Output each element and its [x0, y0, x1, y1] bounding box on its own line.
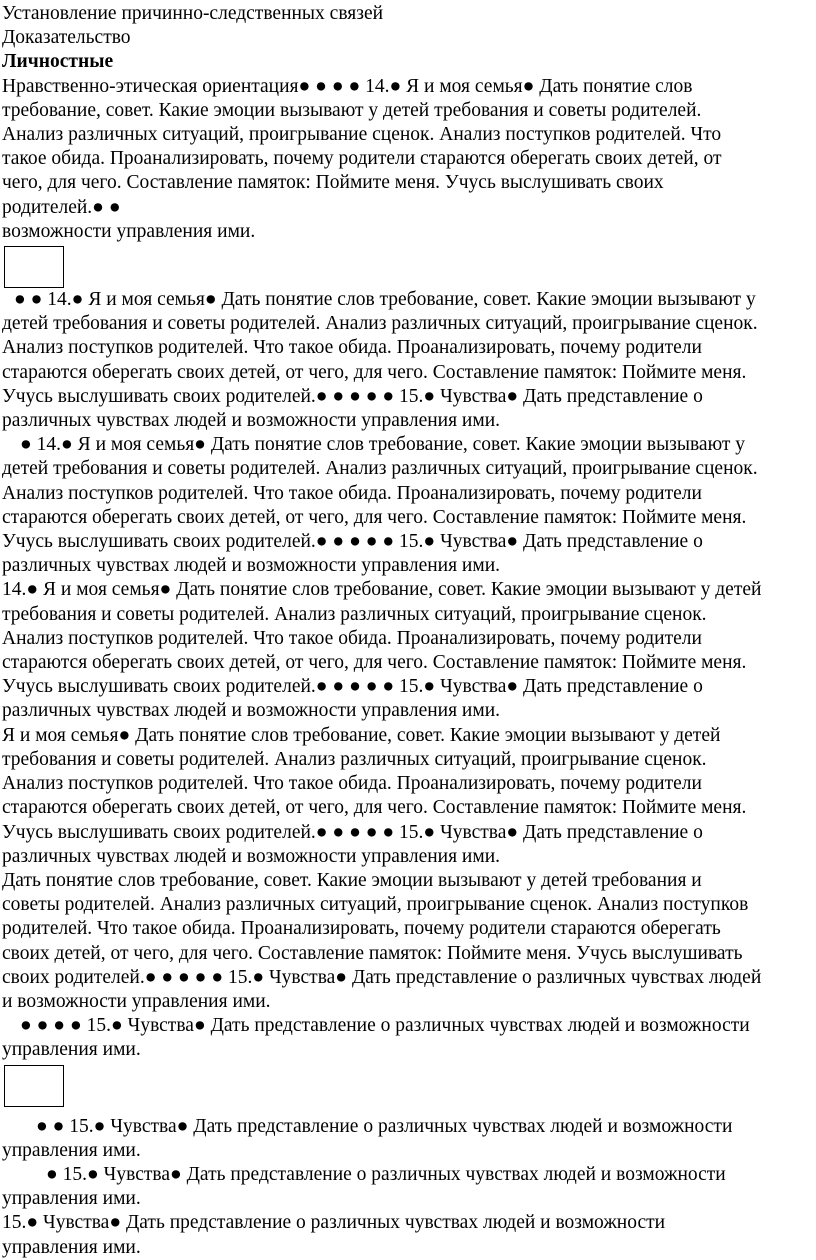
text-line: различных чувствах людей и возможности управления ими.: [2, 410, 501, 432]
text-line: 14.● Я и моя семья● Дать понятие слов требование, совет. Какие эмоции вызывают у детей: [2, 579, 762, 601]
paragraph-7-cont: [2, 1038, 816, 1062]
text-line: детей требования и советы родителей. Анализ различных ситуаций, проигрывание сценок.: [2, 313, 758, 335]
text-line: Учусь выслушивать своих родителей.● ● ● ● ● 15.● Чувства● Дать представление о: [2, 821, 703, 843]
text-line: Анализ поступков родителей. Что такое обида. Проанализировать, почему родители: [2, 627, 702, 649]
text-line: своих детей, от чего, для чего. Составление памяток: Поймите меня. Учусь выслушивать: [2, 942, 743, 964]
text-line: управления ими.: [2, 1039, 141, 1061]
text-line: стараются оберегать своих детей, от чего, для чего. Составление памяток: Поймите меня.: [2, 506, 747, 528]
text-line: ● ● 14.● Я и моя семья● Дать понятие слов требование, совет. Какие эмоции вызывают у: [14, 289, 756, 311]
paragraph-2: [2, 288, 816, 312]
text-line: стараются оберегать своих детей, от чего, для чего. Составление памяток: Поймите меня.: [2, 652, 747, 674]
text-line: Нравственно-этическая ориентация● ● ● ● 14.● Я и моя семья● Дать понятие слов: [2, 75, 693, 97]
text-line: Анализ различных ситуаций, проигрывание сценок. Анализ поступков родителей. Что: [2, 124, 722, 146]
text-line: чего, для чего. Составление памяток: Поймите меня. Учусь выслушивать своих: [2, 172, 664, 194]
text-line: 15.● Чувства● Дать представление о различных чувствах людей и возможности: [2, 1212, 666, 1234]
paragraph-4: [2, 578, 816, 723]
text-line: требования и советы родителей. Анализ различных ситуаций, проигрывание сценок.: [2, 603, 707, 625]
text-line: требование, совет. Какие эмоции вызывают у детей требования и советы родителей.: [2, 99, 702, 121]
text-line: ● 14.● Я и моя семья● Дать понятие слов требование, совет. Какие эмоции вызывают у: [20, 434, 746, 456]
text-line: Дать понятие слов требование, совет. Какие эмоции вызывают у детей требования и: [2, 869, 702, 891]
text-line: возможности управления ими.: [2, 220, 256, 242]
text-line: управления ими.: [2, 1188, 141, 1210]
text-line: такое обида. Проанализировать, почему родители стараются оберегать своих детей, от: [2, 148, 722, 170]
empty-table-cell: [4, 246, 64, 288]
paragraph-8: [2, 1115, 816, 1139]
text-line: Учусь выслушивать своих родителей.● ● ● ● ● 15.● Чувства● Дать представление о: [2, 531, 703, 553]
paragraph-5: [2, 724, 816, 869]
paragraph-2-cont: [2, 312, 816, 433]
text-line: Анализ поступков родителей. Что такое обида. Проанализировать, почему родители: [2, 482, 702, 504]
text-line: стараются оберегать своих детей, от чего, для чего. Составление памяток: Поймите меня.: [2, 361, 747, 383]
text-line: Учусь выслушивать своих родителей.● ● ● ● ● 15.● Чувства● Дать представление о: [2, 385, 703, 407]
text-line: управления ими.: [2, 1236, 141, 1258]
text-line: Анализ поступков родителей. Что такое обида. Проанализировать, почему родители: [2, 773, 702, 795]
paragraph-7: [2, 1014, 816, 1038]
text-line: Анализ поступков родителей. Что такое обида. Проанализировать, почему родители: [2, 337, 702, 359]
text-line: родителей.● ●: [2, 196, 121, 218]
empty-table-cell: [4, 1065, 64, 1107]
text-line: родителей. Что такое обида. Проанализировать, почему родители стараются оберегать: [2, 918, 721, 940]
text-line: различных чувствах людей и возможности управления ими.: [2, 845, 501, 867]
text-line: советы родителей. Анализ различных ситуаций, проигрывание сценок. Анализ поступков: [2, 894, 749, 916]
text-line: ● 15.● Чувства● Дать представление о различных чувствах людей и возможности: [46, 1163, 726, 1185]
heading-personal: Личностные: [2, 51, 114, 73]
paragraph-6: [2, 869, 816, 1014]
text-line: и возможности управления ими.: [2, 990, 271, 1012]
text-line: стараются оберегать своих детей, от чего, для чего. Составление памяток: Поймите меня.: [2, 797, 747, 819]
text-line: различных чувствах людей и возможности управления ими.: [2, 555, 501, 577]
paragraph-3-cont: [2, 457, 816, 578]
text-line: ● ● 15.● Чувства● Дать представление о различных чувствах людей и возможности: [36, 1115, 733, 1137]
paragraph-3: [2, 433, 816, 457]
paragraph-9: [2, 1163, 816, 1187]
text-line: Учусь выслушивать своих родителей.● ● ● ● ● 15.● Чувства● Дать представление о: [2, 676, 703, 698]
heading-line-1: Установление причинно-следственных связей: [2, 3, 384, 24]
paragraph-10: [2, 1211, 816, 1259]
paragraph-8-cont: [2, 1139, 816, 1163]
paragraph-9-cont: [2, 1187, 816, 1211]
text-line: детей требования и советы родителей. Анализ различных ситуаций, проигрывание сценок.: [2, 458, 758, 480]
text-line: ● ● ● ● 15.● Чувства● Дать представление о различных чувствах людей и возможности: [20, 1015, 750, 1037]
heading-line-2: Доказательство: [2, 27, 131, 49]
text-line: различных чувствах людей и возможности управления ими.: [2, 700, 501, 722]
paragraph-1: [2, 75, 816, 244]
text-line: требования и советы родителей. Анализ различных ситуаций, проигрывание сценок.: [2, 748, 707, 770]
text-line: Я и моя семья● Дать понятие слов требование, совет. Какие эмоции вызывают у детей: [2, 724, 721, 746]
text-line: управления ими.: [2, 1139, 141, 1161]
text-line: своих родителей.● ● ● ● ● 15.● Чувства● Дать представление о различных чувствах людей: [2, 966, 762, 988]
